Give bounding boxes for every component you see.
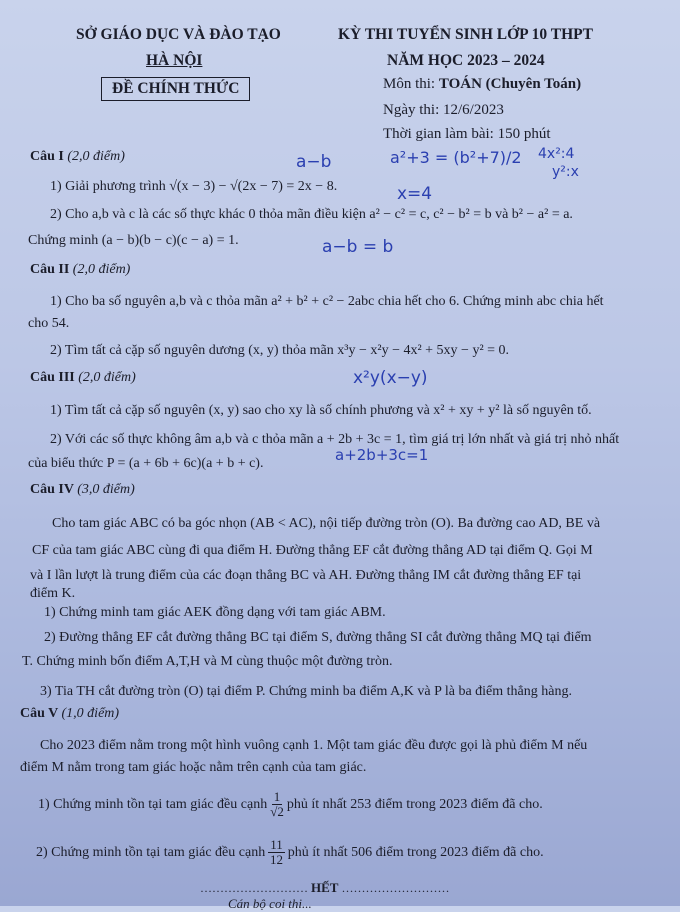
fraction-11-over-12 xyxy=(268,838,285,868)
exam-date: Ngày thi: 12/6/2023 xyxy=(383,102,504,118)
question-title: Câu IV xyxy=(30,482,74,497)
q4-para-line-1: Cho tam giác ABC có ba góc nhọn (AB < AC), nội tiếp đường tròn (O). Ba đường cao AD, BE và xyxy=(52,516,601,531)
fraction-numerator: 11 xyxy=(270,837,283,852)
question-title: Câu II xyxy=(30,262,70,277)
q4-para-line-2: CF của tam giác ABC cùng đi qua điểm H. Đường thẳng EF cắt đường thẳng AD tại điểm Q. Gọi M xyxy=(32,543,593,558)
school-year: NĂM HỌC 2023 – 2024 xyxy=(387,52,545,69)
end-marker xyxy=(200,880,449,896)
q1-item-1: 1) Giải phương trình √(x − 3) − √(2x − 7) = 2x − 8. xyxy=(50,179,338,194)
question-title: Câu I xyxy=(30,149,64,164)
q5-item-1 xyxy=(38,790,543,820)
official-exam-badge: ĐỀ CHÍNH THỨC xyxy=(101,77,250,101)
q5-item-2-text: 2) Chứng minh tồn tại tam giác đều cạnh xyxy=(36,844,266,860)
handwritten-note: x²y(x−y) xyxy=(353,368,428,388)
question-points: (2,0 điểm) xyxy=(67,149,125,164)
question-4-heading xyxy=(30,482,135,498)
handwritten-note: 4x²:4 xyxy=(538,146,575,162)
end-label: HẾT xyxy=(311,880,339,895)
question-points: (1,0 điểm) xyxy=(61,706,120,721)
question-2-heading xyxy=(30,262,130,278)
q3-item-2: 2) Với các số thực không âm a,b và c thỏa mãn a + 2b + 3c = 1, tìm giá trị lớn nhất và giá trị nhỏ nhất xyxy=(50,432,620,447)
handwritten-note: a²+3 = (b²+7)/2 xyxy=(390,148,522,167)
subject-prefix: Môn thi: xyxy=(383,76,439,92)
q1-item-2: 2) Cho a,b và c là các số thực khác 0 thỏa mãn điều kiện a² − c² = c, c² − b² = b và b² − a² = a. xyxy=(50,207,573,222)
q4-para-line-3: và I lần lượt là trung điểm của các đoạn thẳng BC và AH. Đường thẳng IM cắt đường thẳng EF tại xyxy=(30,568,582,583)
q1-item-2-cont: Chứng minh (a − b)(b − c)(c − a) = 1. xyxy=(28,233,239,248)
dots-left: ……………………… xyxy=(200,881,308,895)
question-title: Câu III xyxy=(30,370,75,385)
subject-name: TOÁN (Chuyên Toán) xyxy=(438,76,582,92)
question-points: (2,0 điểm) xyxy=(78,370,136,385)
q5-item-2 xyxy=(36,838,544,868)
q5-item-2-tail: phủ ít nhất 506 điểm trong 2023 điểm đã cho. xyxy=(287,844,544,860)
question-5-heading xyxy=(20,706,119,722)
handwritten-note: a−b = b xyxy=(322,237,394,257)
exam-title: KỲ THI TUYỂN SINH LỚP 10 THPT xyxy=(338,26,593,43)
question-1-heading xyxy=(30,149,125,165)
q2-item-2: 2) Tìm tất cả cặp số nguyên dương (x, y) thỏa mãn x³y − x²y − 4x² + 5xy − y² = 0. xyxy=(50,343,510,358)
exam-duration: Thời gian làm bài: 150 phút xyxy=(383,126,551,142)
fraction-denominator: 12 xyxy=(269,852,283,868)
q4-para-line-4: điểm K. xyxy=(30,586,76,601)
q3-item-1: 1) Tìm tất cả cặp số nguyên (x, y) sao cho xy là số chính phương và x² + xy + y² là số nguyên tố. xyxy=(50,403,592,418)
q5-para-line-2: điểm M nằm trong tam giác hoặc nằm trên cạnh của tam giác. xyxy=(20,760,367,775)
q4-item-1: 1) Chứng minh tam giác AEK đồng dạng với tam giác ABM. xyxy=(44,605,386,620)
fraction-denominator: √2 xyxy=(270,804,284,820)
q4-item-2-cont: T. Chứng minh bốn điểm A,T,H và M cùng thuộc một đường tròn. xyxy=(22,654,393,669)
q5-para-line-1: Cho 2023 điểm nằm trong một hình vuông cạnh 1. Một tam giác đều được gọi là phủ điểm M nếu xyxy=(40,738,588,753)
question-points: (3,0 điểm) xyxy=(77,482,135,497)
question-title: Câu V xyxy=(20,706,59,721)
q5-item-1-text: 1) Chứng minh tồn tại tam giác đều cạnh xyxy=(38,796,268,812)
department-title: SỞ GIÁO DỤC VÀ ĐÀO TẠO xyxy=(76,26,281,43)
dots-right: ……………………… xyxy=(341,881,450,895)
q2-item-1-cont: cho 54. xyxy=(28,316,70,331)
subject-line xyxy=(383,76,581,93)
handwritten-note: a+2b+3c=1 xyxy=(335,446,429,464)
q5-item-1-tail: phủ ít nhất 253 điểm trong 2023 điểm đã cho. xyxy=(286,796,543,812)
handwritten-note: y²:x xyxy=(552,164,579,180)
q2-item-1: 1) Cho ba số nguyên a,b và c thỏa mãn a² + b² + c² − 2abc chia hết cho 6. Chứng minh abc chia hết xyxy=(50,294,604,309)
question-3-heading xyxy=(30,370,136,386)
handwritten-note: a−b xyxy=(296,152,332,172)
proctor-note: Cán bộ coi thi... xyxy=(228,896,312,911)
q3-item-2-cont: của biểu thức P = (a + 6b + 6c)(a + b + c). xyxy=(28,456,264,471)
handwritten-note: x=4 xyxy=(397,184,433,204)
q4-item-2: 2) Đường thẳng EF cắt đường thẳng BC tại điểm S, đường thẳng SI cắt đường thẳng MQ tại điểm xyxy=(44,630,592,645)
fraction-numerator: 1 xyxy=(273,789,281,804)
city-title: HÀ NỘI xyxy=(146,52,203,69)
q4-item-3: 3) Tia TH cắt đường tròn (O) tại điểm P. Chứng minh ba điểm A,K và P là ba điểm thẳng hàng. xyxy=(40,684,572,699)
fraction-1-over-sqrt2 xyxy=(270,790,284,820)
question-points: (2,0 điểm) xyxy=(72,262,131,277)
